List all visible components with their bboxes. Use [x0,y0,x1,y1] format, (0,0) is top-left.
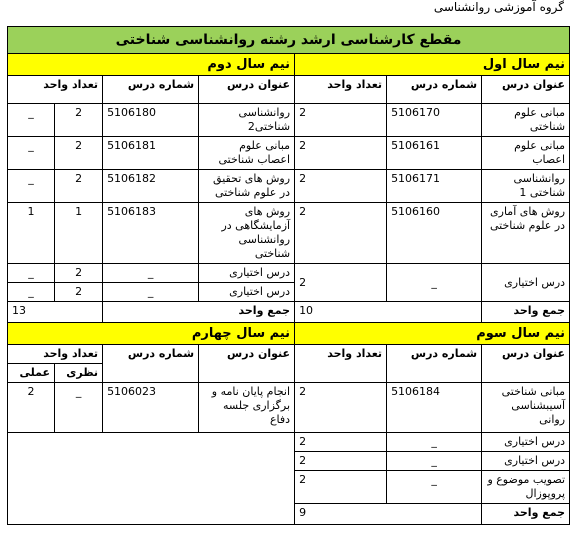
sem1-r2-units: 2 [295,170,387,203]
sem1-total-label: جمع واحد [482,302,570,323]
sem3-r2-code: _ [387,452,482,471]
sem4-h-theory: نظری [55,364,103,383]
sem1-r1-title: مبانی علوم اعصاب [482,137,570,170]
sem4-h-title: عنوان درس [199,345,295,383]
sem4-h-practical: عملی [8,364,55,383]
sem3-r2-title: درس اختیاری [482,452,570,471]
sem2-r3-extra: 1 [8,203,55,264]
sem2-r2-extra: _ [8,170,55,203]
sem1-r3-units: 2 [295,203,387,264]
sem1-r4-units: 2 [295,264,387,302]
sem4-h-units: تعداد واحد [8,345,103,364]
sem3-r3-code: _ [387,471,482,504]
sem2-r4-units: 2 [55,264,103,283]
sem2-r5-code: _ [103,283,199,302]
sem1-r4-code: _ [387,264,482,302]
sem2-total-label: جمع واحد [103,302,295,323]
sem3-r3-title: تصویب موضوع و پروپوزال [482,471,570,504]
sem2-r2-units: 2 [55,170,103,203]
sem1-label: نیم سال اول [295,54,570,76]
sem4-label: نیم سال چهارم [8,323,295,345]
sem3-h-code: شماره درس [387,345,482,383]
sem2-h-title: عنوان درس [199,76,295,104]
sem3-r0-title: مبانی شناختی آسیبشناسی روانی [482,383,570,433]
sem3-r2-units: 2 [295,452,387,471]
sem2-r0-title: روانشناسی شناختی2 [199,104,295,137]
sem1-r2-title: روانشناسی شناختی 1 [482,170,570,203]
sem2-r1-extra: _ [8,137,55,170]
sem1-h-title: عنوان درس [482,76,570,104]
program-title: مقطع کارشناسی ارشد رشته روانشناسی شناختی [8,27,570,54]
sem2-r5-title: درس اختیاری [199,283,295,302]
sem2-h-code: شماره درس [103,76,199,104]
sem2-r3-code: 5106183 [103,203,199,264]
sem2-r5-extra: _ [8,283,55,302]
sem1-r4-title: درس اختیاری [482,264,570,302]
sem3-r1-units: 2 [295,433,387,452]
sem2-r0-extra: _ [8,104,55,137]
sem2-r3-title: روش های آزمایشگاهی در روانشناسی شناختی [199,203,295,264]
curriculum-table [7,26,570,525]
sem3-h-title: عنوان درس [482,345,570,383]
sem2-r2-code: 5106182 [103,170,199,203]
sem2-r5-units: 2 [55,283,103,302]
sem1-r2-code: 5106171 [387,170,482,203]
sem1-r1-units: 2 [295,137,387,170]
sem2-r1-code: 5106181 [103,137,199,170]
sem2-h-units: تعداد واحد [8,76,103,104]
sem2-total: 13 [8,302,103,323]
sem1-total: 10 [295,302,482,323]
sem3-r0-code: 5106184 [387,383,482,433]
sem4-r0-code: 5106023 [103,383,199,433]
sem4-r0-practical: 2 [8,383,55,433]
sem2-r0-code: 5106180 [103,104,199,137]
sem1-r3-title: روش های آماری در علوم شناختی [482,203,570,264]
sem2-label: نیم سال دوم [8,54,295,76]
sem2-r0-units: 2 [55,104,103,137]
sem2-r1-title: مبانی علوم اعصاب شناختی [199,137,295,170]
sem3-total-label: جمع واحد [482,504,570,525]
sem2-r2-title: روش های تحقیق در علوم شناختی [199,170,295,203]
sem4-h-code: شماره درس [103,345,199,383]
sem3-r0-units: 2 [295,383,387,433]
sem1-h-code: شماره درس [387,76,482,104]
sem2-r3-units: 1 [55,203,103,264]
department-label: گروه آموزشی روانشناسی [433,0,564,14]
sem3-h-units: تعداد واحد [295,345,387,383]
sem2-r4-title: درس اختیاری [199,264,295,283]
sem1-r1-code: 5106161 [387,137,482,170]
sem1-r3-code: 5106160 [387,203,482,264]
sem3-r3-units: 2 [295,471,387,504]
sem2-r1-units: 2 [55,137,103,170]
sem1-r0-units: 2 [295,104,387,137]
sem4-r0-title: انجام پایان نامه و برگزاری جلسه دفاع [199,383,295,433]
sem2-r4-extra: _ [8,264,55,283]
sem3-label: نیم سال سوم [295,323,570,345]
sem3-total: 9 [295,504,482,525]
sem2-r4-code: _ [103,264,199,283]
sem1-r0-code: 5106170 [387,104,482,137]
sem1-r0-title: مبانی علوم شناختی [482,104,570,137]
sem1-h-units: تعداد واحد [295,76,387,104]
sem4-r0-theory: _ [55,383,103,433]
sem3-r1-code: _ [387,433,482,452]
sem3-r1-title: درس اختیاری [482,433,570,452]
sem4-empty-area [8,433,295,525]
